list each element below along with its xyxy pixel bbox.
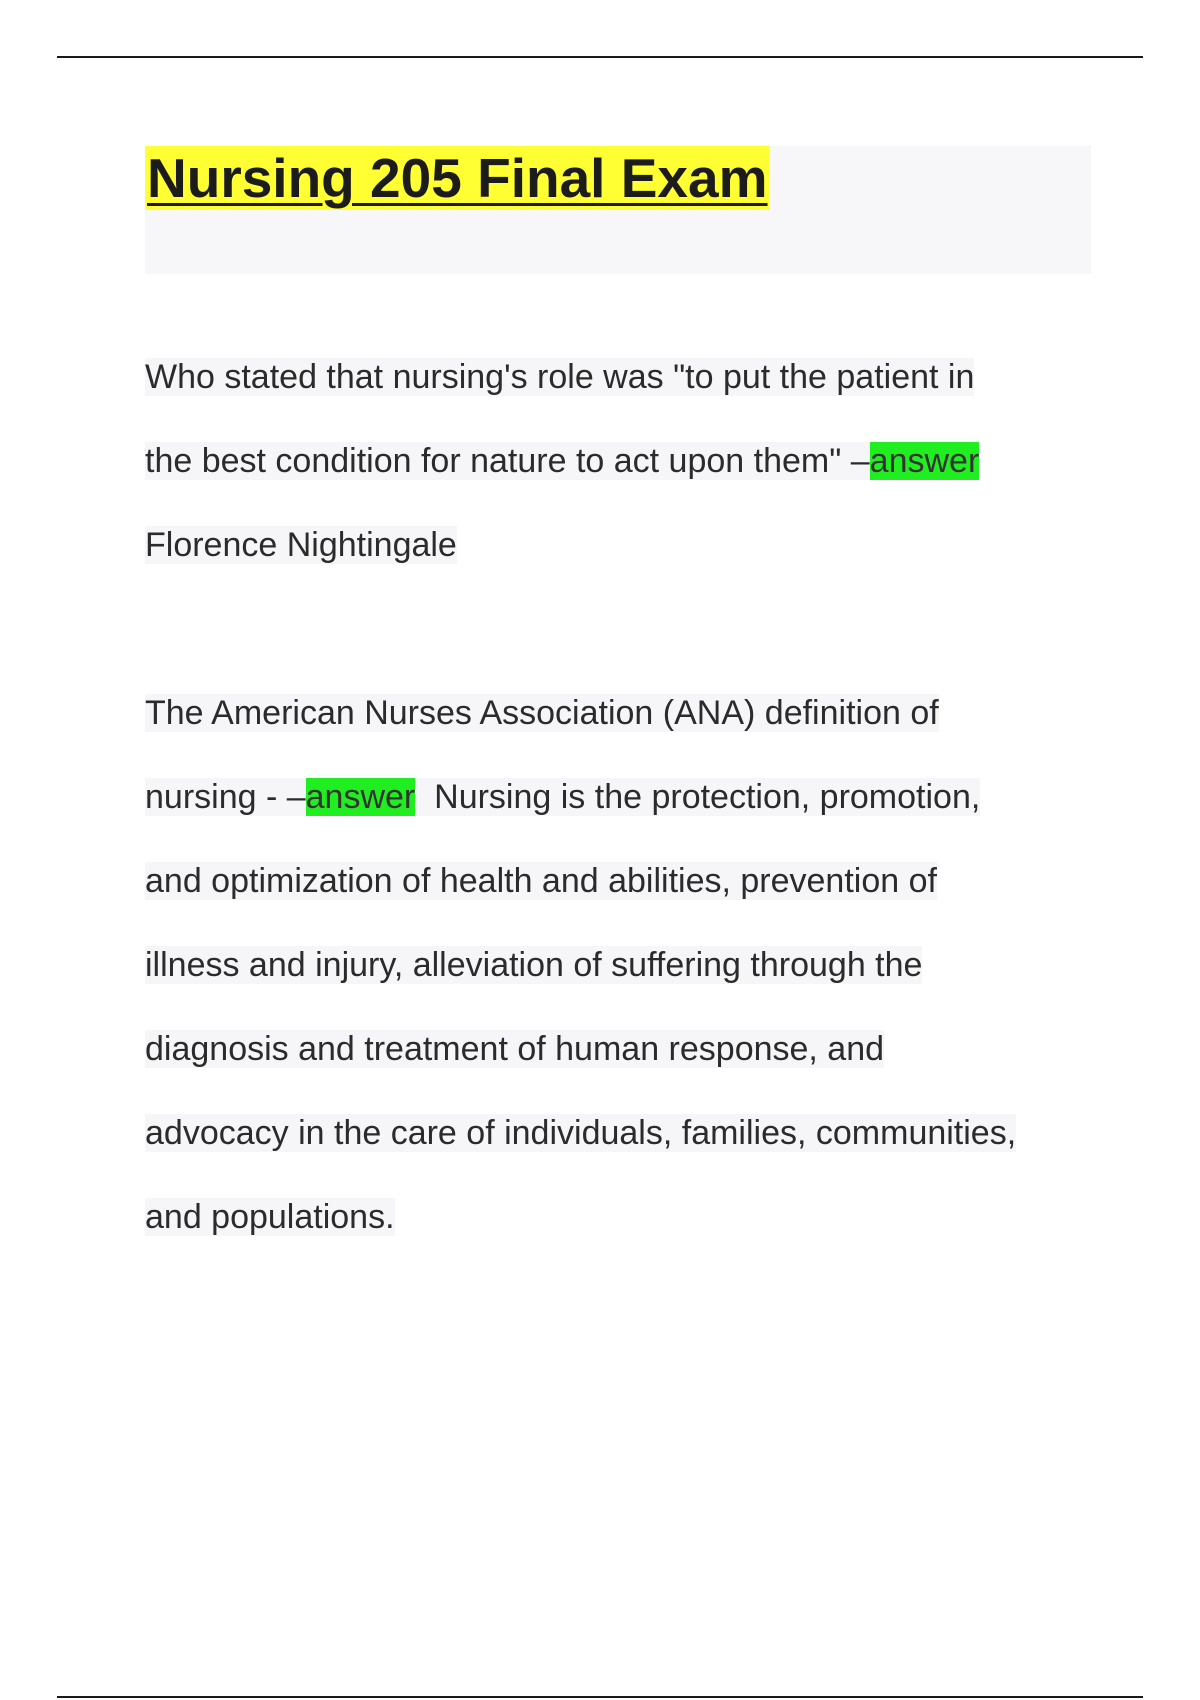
q2-line-2 bbox=[145, 776, 1085, 860]
question-answer-1 bbox=[145, 356, 1085, 608]
bottom-rule bbox=[57, 1696, 1143, 1698]
q2-line-4 bbox=[145, 944, 1085, 1028]
answer-highlight: answer bbox=[305, 778, 416, 816]
q2-line-7 bbox=[145, 1196, 1085, 1280]
q2-line-3 bbox=[145, 860, 1085, 944]
answer-highlight: answer bbox=[869, 442, 980, 480]
question-answer-2 bbox=[145, 692, 1085, 1280]
q2-line-1 bbox=[145, 692, 1085, 776]
q2-line-7-text: and populations. bbox=[145, 1198, 395, 1236]
q2-line-2-prefix: nursing - – bbox=[145, 778, 306, 816]
q2-line-6 bbox=[145, 1112, 1085, 1196]
page-title: Nursing 205 Final Exam bbox=[147, 147, 768, 209]
q1-line-2-text: the best condition for nature to act upon them" – bbox=[145, 442, 870, 480]
top-rule bbox=[57, 56, 1143, 58]
q2-line-3-text: and optimization of health and abilities, prevention of bbox=[145, 862, 937, 900]
q2-line-6-text: advocacy in the care of individuals, families, communities, bbox=[145, 1114, 1017, 1152]
q2-line-2-suffix: Nursing is the protection, promotion, bbox=[415, 778, 981, 816]
q2-line-5 bbox=[145, 1028, 1085, 1112]
q1-line-1-text: Who stated that nursing's role was "to put the patient in bbox=[145, 358, 975, 396]
title-block bbox=[145, 146, 1091, 274]
q2-line-5-text: diagnosis and treatment of human response, and bbox=[145, 1030, 885, 1068]
q2-line-4-text: illness and injury, alleviation of suffering through the bbox=[145, 946, 923, 984]
q1-answer-text: Florence Nightingale bbox=[145, 526, 457, 564]
q1-line-3 bbox=[145, 524, 1085, 608]
q2-line-1-text: The American Nurses Association (ANA) definition of bbox=[145, 694, 939, 732]
q1-line-1 bbox=[145, 356, 1085, 440]
q1-line-2 bbox=[145, 440, 1085, 524]
